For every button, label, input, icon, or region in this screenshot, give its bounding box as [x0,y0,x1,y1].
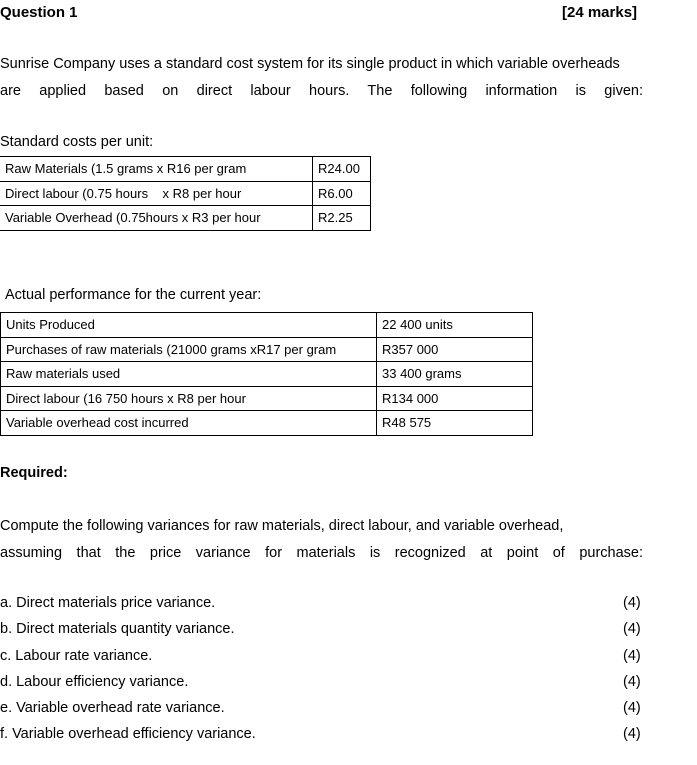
table-row [0,206,371,231]
list-item: e. Variable overhead rate variance. [0,700,225,716]
item-marks: (4) [623,595,641,611]
row-value: 33 400 grams [377,362,533,387]
row-description: Variable Overhead (0.75hours x R3 per hour [0,206,313,231]
row-value: R357 000 [377,337,533,362]
table-row [0,181,371,206]
list-item: b. Direct materials quantity variance. [0,621,235,637]
instructions-line-2: assuming that the price variance for materials is recognized at point of purchase: [0,545,643,561]
row-description: Direct labour (16 750 hours x R8 per hour [1,386,377,411]
row-description: Raw materials used [1,362,377,387]
row-value: 22 400 units [377,313,533,338]
required-instructions [0,513,643,567]
standard-costs-table [0,156,371,231]
row-value: R134 000 [377,386,533,411]
row-description: Direct labour (0.75 hours x R8 per hour [0,181,313,206]
intro-line-2: are applied based on direct labour hours. The following information is given: [0,82,643,99]
table-row [1,386,533,411]
table-row [1,362,533,387]
required-heading: Required: [0,465,68,481]
list-item: c. Labour rate variance. [0,648,153,664]
table-row [1,337,533,362]
standard-costs-label: Standard costs per unit: [0,134,154,150]
row-value: R48 575 [377,411,533,436]
item-marks: (4) [623,648,641,664]
list-item: d. Labour efficiency variance. [0,674,189,690]
item-marks: (4) [623,726,641,742]
row-description: Purchases of raw materials (21000 grams xR17 per gram [1,337,377,362]
question-marks: [24 marks] [562,4,638,21]
table-row [1,313,533,338]
item-marks: (4) [623,621,641,637]
actual-performance-label: Actual performance for the current year: [5,287,262,303]
question-title: Question 1 [0,4,78,21]
row-description: Variable overhead cost incurred [1,411,377,436]
item-marks: (4) [623,674,641,690]
row-value: R6.00 [313,181,371,206]
instructions-line-1: Compute the following variances for raw materials, direct labour, and variable overhead, [0,518,564,534]
actual-performance-table [0,312,533,436]
row-description: Raw Materials (1.5 grams x R16 per gram [0,157,313,182]
row-value: R24.00 [313,157,371,182]
intro-paragraph [0,51,643,104]
table-row [1,411,533,436]
row-value: R2.25 [313,206,371,231]
item-marks: (4) [623,700,641,716]
table-row [0,157,371,182]
list-item: a. Direct materials price variance. [0,595,216,611]
intro-line-1: Sunrise Company uses a standard cost system for its single product in which variable overheads [0,56,620,72]
list-item: f. Variable overhead efficiency variance. [0,726,256,742]
row-description: Units Produced [1,313,377,338]
